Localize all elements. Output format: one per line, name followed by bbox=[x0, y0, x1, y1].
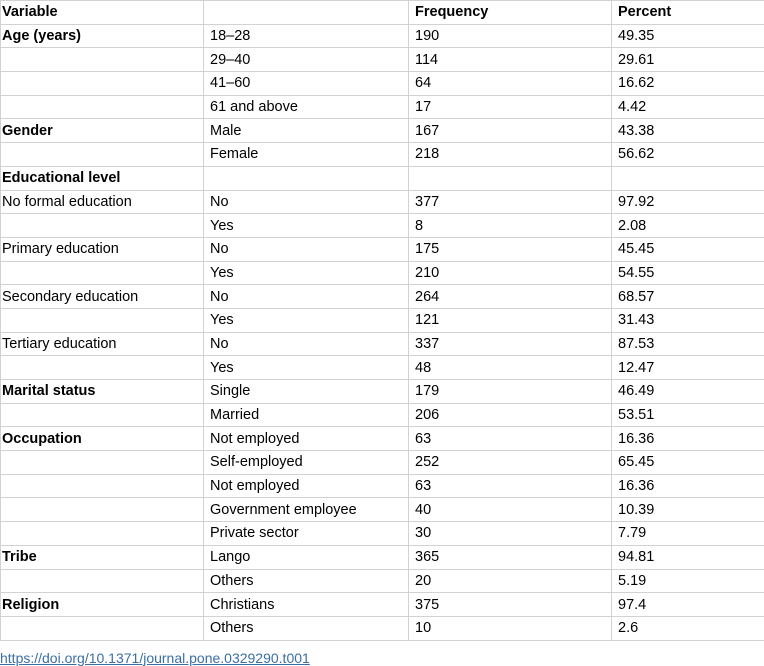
cell-variable bbox=[1, 498, 204, 522]
cell-percent: 29.61 bbox=[612, 48, 764, 72]
cell-category: Yes bbox=[204, 308, 409, 332]
table-row bbox=[1, 48, 764, 72]
cell-frequency: 40 bbox=[409, 498, 612, 522]
cell-category: Yes bbox=[204, 214, 409, 238]
cell-frequency: 206 bbox=[409, 403, 612, 427]
table-row bbox=[1, 24, 764, 48]
cell-category: Others bbox=[204, 569, 409, 593]
cell-percent: 87.53 bbox=[612, 332, 764, 356]
cell-category: Female bbox=[204, 143, 409, 167]
cell-frequency: 190 bbox=[409, 24, 612, 48]
cell-variable: Occupation bbox=[1, 427, 204, 451]
cell-frequency: 375 bbox=[409, 593, 612, 617]
table-row bbox=[1, 451, 764, 475]
cell-category: Male bbox=[204, 119, 409, 143]
cell-variable bbox=[1, 356, 204, 380]
table-row bbox=[1, 95, 764, 119]
cell-frequency: 114 bbox=[409, 48, 612, 72]
cell-variable bbox=[1, 72, 204, 96]
cell-frequency: 10 bbox=[409, 616, 612, 640]
table-row bbox=[1, 593, 764, 617]
cell-variable bbox=[1, 403, 204, 427]
cell-percent: 46.49 bbox=[612, 380, 764, 404]
cell-frequency: 337 bbox=[409, 332, 612, 356]
cell-frequency: 64 bbox=[409, 72, 612, 96]
cell-variable bbox=[1, 522, 204, 546]
cell-category: 18–28 bbox=[204, 24, 409, 48]
cell-percent: 53.51 bbox=[612, 403, 764, 427]
table-row bbox=[1, 237, 764, 261]
cell-category: Yes bbox=[204, 261, 409, 285]
cell-frequency bbox=[409, 166, 612, 190]
cell-percent: 7.79 bbox=[612, 522, 764, 546]
table-row bbox=[1, 474, 764, 498]
cell-category: No bbox=[204, 285, 409, 309]
cell-frequency: 179 bbox=[409, 380, 612, 404]
cell-category: Not employed bbox=[204, 474, 409, 498]
cell-category: Christians bbox=[204, 593, 409, 617]
cell-variable: Age (years) bbox=[1, 24, 204, 48]
cell-variable bbox=[1, 143, 204, 167]
table-row bbox=[1, 214, 764, 238]
cell-percent: 97.92 bbox=[612, 190, 764, 214]
table-row bbox=[1, 569, 764, 593]
header-percent: Percent bbox=[612, 1, 764, 25]
table-row bbox=[1, 143, 764, 167]
cell-percent: 43.38 bbox=[612, 119, 764, 143]
cell-variable: Tertiary education bbox=[1, 332, 204, 356]
cell-variable bbox=[1, 451, 204, 475]
cell-variable: No formal education bbox=[1, 190, 204, 214]
cell-variable bbox=[1, 474, 204, 498]
cell-category: Lango bbox=[204, 545, 409, 569]
cell-category: Single bbox=[204, 380, 409, 404]
cell-category: No bbox=[204, 237, 409, 261]
cell-percent: 12.47 bbox=[612, 356, 764, 380]
table-row bbox=[1, 285, 764, 309]
cell-frequency: 121 bbox=[409, 308, 612, 332]
table-row bbox=[1, 166, 764, 190]
cell-frequency: 30 bbox=[409, 522, 612, 546]
cell-percent: 97.4 bbox=[612, 593, 764, 617]
cell-percent: 49.35 bbox=[612, 24, 764, 48]
cell-frequency: 63 bbox=[409, 427, 612, 451]
cell-variable bbox=[1, 48, 204, 72]
table-row bbox=[1, 498, 764, 522]
cell-variable bbox=[1, 261, 204, 285]
cell-frequency: 167 bbox=[409, 119, 612, 143]
table-row bbox=[1, 72, 764, 96]
cell-percent: 65.45 bbox=[612, 451, 764, 475]
cell-frequency: 175 bbox=[409, 237, 612, 261]
cell-variable bbox=[1, 95, 204, 119]
cell-percent: 10.39 bbox=[612, 498, 764, 522]
cell-frequency: 365 bbox=[409, 545, 612, 569]
cell-category: Government employee bbox=[204, 498, 409, 522]
cell-frequency: 377 bbox=[409, 190, 612, 214]
cell-percent: 16.36 bbox=[612, 474, 764, 498]
table-row bbox=[1, 332, 764, 356]
cell-category: 41–60 bbox=[204, 72, 409, 96]
cell-percent: 31.43 bbox=[612, 308, 764, 332]
table-row bbox=[1, 427, 764, 451]
cell-variable bbox=[1, 214, 204, 238]
cell-percent: 2.08 bbox=[612, 214, 764, 238]
cell-percent: 4.42 bbox=[612, 95, 764, 119]
cell-variable: Marital status bbox=[1, 380, 204, 404]
cell-percent: 94.81 bbox=[612, 545, 764, 569]
cell-percent: 68.57 bbox=[612, 285, 764, 309]
doi-link[interactable]: https://doi.org/10.1371/journal.pone.0329290.t001 bbox=[0, 649, 310, 666]
table-row bbox=[1, 261, 764, 285]
cell-variable: Secondary education bbox=[1, 285, 204, 309]
cell-percent: 16.62 bbox=[612, 72, 764, 96]
table-body bbox=[1, 24, 764, 640]
table-header bbox=[1, 1, 764, 25]
cell-frequency: 210 bbox=[409, 261, 612, 285]
header-variable: Variable bbox=[1, 1, 204, 25]
cell-frequency: 264 bbox=[409, 285, 612, 309]
cell-variable bbox=[1, 308, 204, 332]
table-row bbox=[1, 380, 764, 404]
header-row bbox=[1, 1, 764, 25]
cell-percent: 56.62 bbox=[612, 143, 764, 167]
table-row bbox=[1, 356, 764, 380]
cell-category: Self-employed bbox=[204, 451, 409, 475]
cell-percent: 5.19 bbox=[612, 569, 764, 593]
cell-category: No bbox=[204, 190, 409, 214]
cell-category: Private sector bbox=[204, 522, 409, 546]
cell-category: Not employed bbox=[204, 427, 409, 451]
table-row bbox=[1, 119, 764, 143]
cell-variable bbox=[1, 569, 204, 593]
cell-frequency: 8 bbox=[409, 214, 612, 238]
cell-category: No bbox=[204, 332, 409, 356]
cell-category: 61 and above bbox=[204, 95, 409, 119]
table-row bbox=[1, 308, 764, 332]
header-category bbox=[204, 1, 409, 25]
cell-variable: Religion bbox=[1, 593, 204, 617]
header-frequency: Frequency bbox=[409, 1, 612, 25]
cell-percent: 2.6 bbox=[612, 616, 764, 640]
cell-frequency: 17 bbox=[409, 95, 612, 119]
cell-percent: 45.45 bbox=[612, 237, 764, 261]
cell-variable: Gender bbox=[1, 119, 204, 143]
table-row bbox=[1, 616, 764, 640]
table-row bbox=[1, 190, 764, 214]
cell-category: Married bbox=[204, 403, 409, 427]
cell-frequency: 63 bbox=[409, 474, 612, 498]
cell-frequency: 48 bbox=[409, 356, 612, 380]
table-row bbox=[1, 545, 764, 569]
cell-frequency: 20 bbox=[409, 569, 612, 593]
cell-percent: 16.36 bbox=[612, 427, 764, 451]
cell-category: 29–40 bbox=[204, 48, 409, 72]
cell-variable: Primary education bbox=[1, 237, 204, 261]
cell-frequency: 252 bbox=[409, 451, 612, 475]
cell-percent: 54.55 bbox=[612, 261, 764, 285]
cell-percent bbox=[612, 166, 764, 190]
table-row bbox=[1, 522, 764, 546]
cell-category: Yes bbox=[204, 356, 409, 380]
cell-category: Others bbox=[204, 616, 409, 640]
table-row bbox=[1, 403, 764, 427]
cell-variable: Educational level bbox=[1, 166, 204, 190]
cell-variable bbox=[1, 616, 204, 640]
cell-category bbox=[204, 166, 409, 190]
cell-frequency: 218 bbox=[409, 143, 612, 167]
cell-variable: Tribe bbox=[1, 545, 204, 569]
